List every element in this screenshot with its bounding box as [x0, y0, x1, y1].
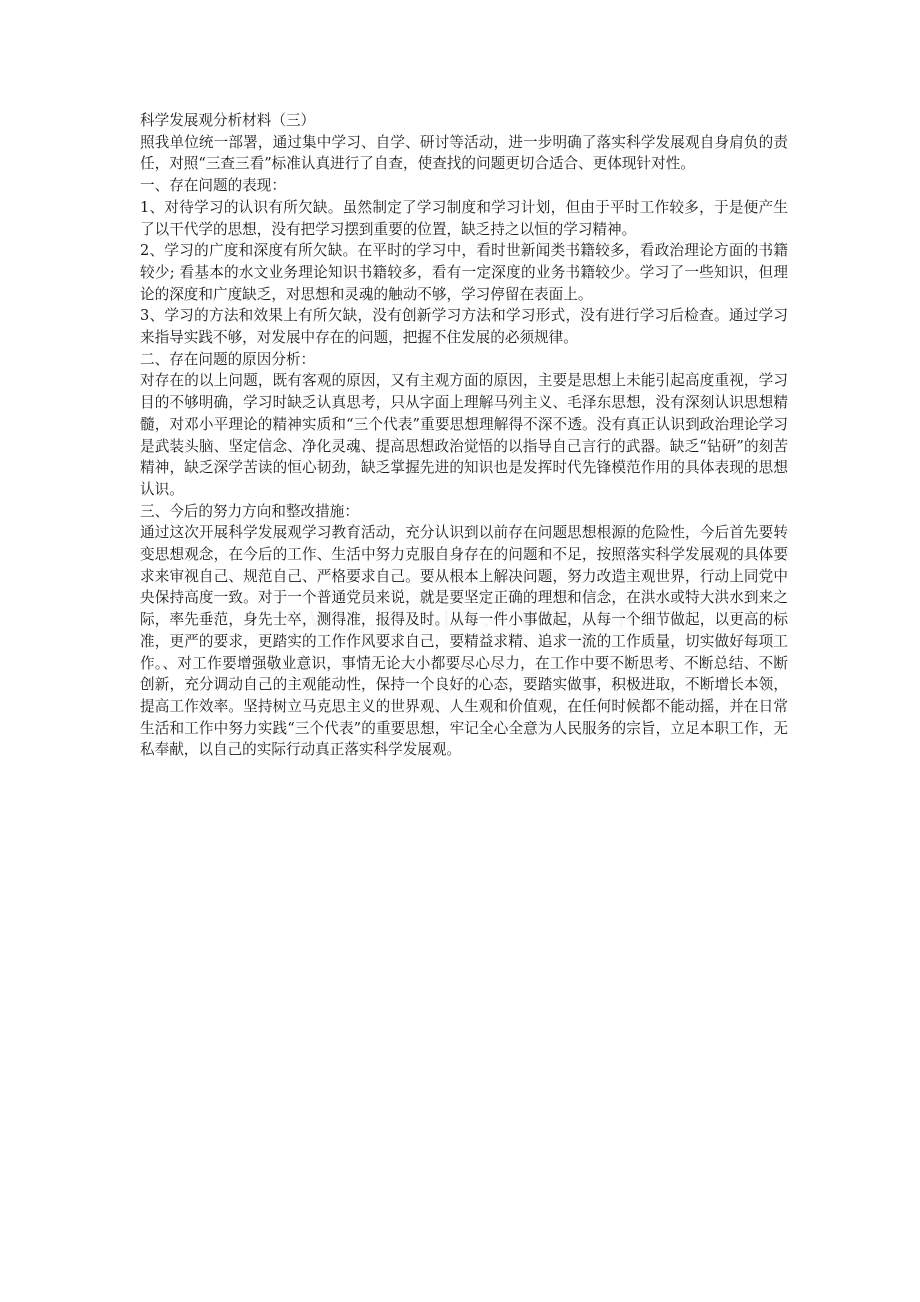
document-title: 科学发展观分析材料（三）	[140, 112, 316, 129]
section-3-heading: 三、今后的努力方向和整改措施：	[140, 502, 359, 520]
section-3-body: 通过这次开展科学发展观学习教育活动，充分认识到以前存在问题思想根源的危险性，今后首先要转变思想观念，在今后的工作、生活中努力克服自身存在的问题和不足，按照落实科学发展观的具体要求来审视自己、规范自己、严格要求自己。要从根本上解决问题，努力改造主观世界，行动上同党中央保持高度一致。对于一个普通党员来说，就是要坚定正确的理想和信念，在洪水或特大洪水到来之际，率先垂范，身先士卒，测得准，报得及时。从每一件小事做起，从每一个细节做起，以更高的标准，更严的要求，更踏实的工作作风要求自己，要精益求精、追求一流的工作质量，切实做好每项工作。、对工作要增强敬业意识，事情无论大小都要尽心尽力，在工作中要不断思考、不断总结、不断创新，充分调动自己的主观能动性，保持一个良好的心态，要踏实做事，积极进取，不断增长本领，提高工作效率。坚持树立马克思主义的世界观、人生观和价值观，在任何时候都不能动摇，并在日常生活和工作中努力实践“三个代表”的重要思想，牢记全心全意为人民服务的宗旨，立足本职工作，无私奉献，以自己的实际行动真正落实科学发展观。	[140, 524, 788, 759]
section-2-body: 对存在的以上问题，既有客观的原因，又有主观方面的原因，主要是思想上未能引起高度重视，学习目的不够明确，学习时缺乏认真思考，只从字面上理解马列主义、毛泽东思想，没有深刻认识思想精髓，对邓小平理论的精神实质和“三个代表”重要思想理解得不深不透。没有真正认识到政治理论学习是武装头脑、坚定信念、净化灵魂、提高思想政治觉悟的以指导自己言行的武器。缺乏“钻研”的刻苦精神，缺乏深学苦读的恒心韧劲，缺乏掌握先进的知识也是发挥时代先锋模范作用的具体表现的思想认识。	[140, 372, 788, 498]
section-2-heading: 二、存在问题的原因分析：	[140, 350, 316, 368]
section-1-heading: 一、存在问题的表现：	[140, 177, 286, 195]
document-page	[140, 110, 788, 761]
section-1-item-1: 1、对待学习的认识有所欠缺。虽然制定了学习制度和学习计划，但由于平时工作较多，于是便产生了以干代学的思想，没有把学习摆到重要的位置，缺乏持之以恒的学习精神。	[140, 198, 788, 238]
section-1-item-3: 3、学习的方法和效果上有所欠缺，没有创新学习方法和学习形式，没有进行学习后检查。通过学习来指导实践不够，对发展中存在的问题，把握不住发展的必须规律。	[140, 307, 788, 347]
section-1-item-2: 2、学习的广度和深度有所欠缺。在平时的学习中，看时世新闻类书籍较多，看政治理论方面的书籍较少; 看基本的水文业务理论知识书籍较多，看有一定深度的业务书籍较少。学习了一些知识，但理论的深度和广度缺乏，对思想和灵魂的触动不够，学习停留在表面上。	[140, 242, 788, 303]
intro-paragraph: 照我单位统一部署，通过集中学习、自学、研讨等活动，进一步明确了落实科学发展观自身肩负的责任，对照“三查三看”标准认真进行了自查，使查找的问题更切合适合、更体现针对性。	[140, 133, 788, 173]
